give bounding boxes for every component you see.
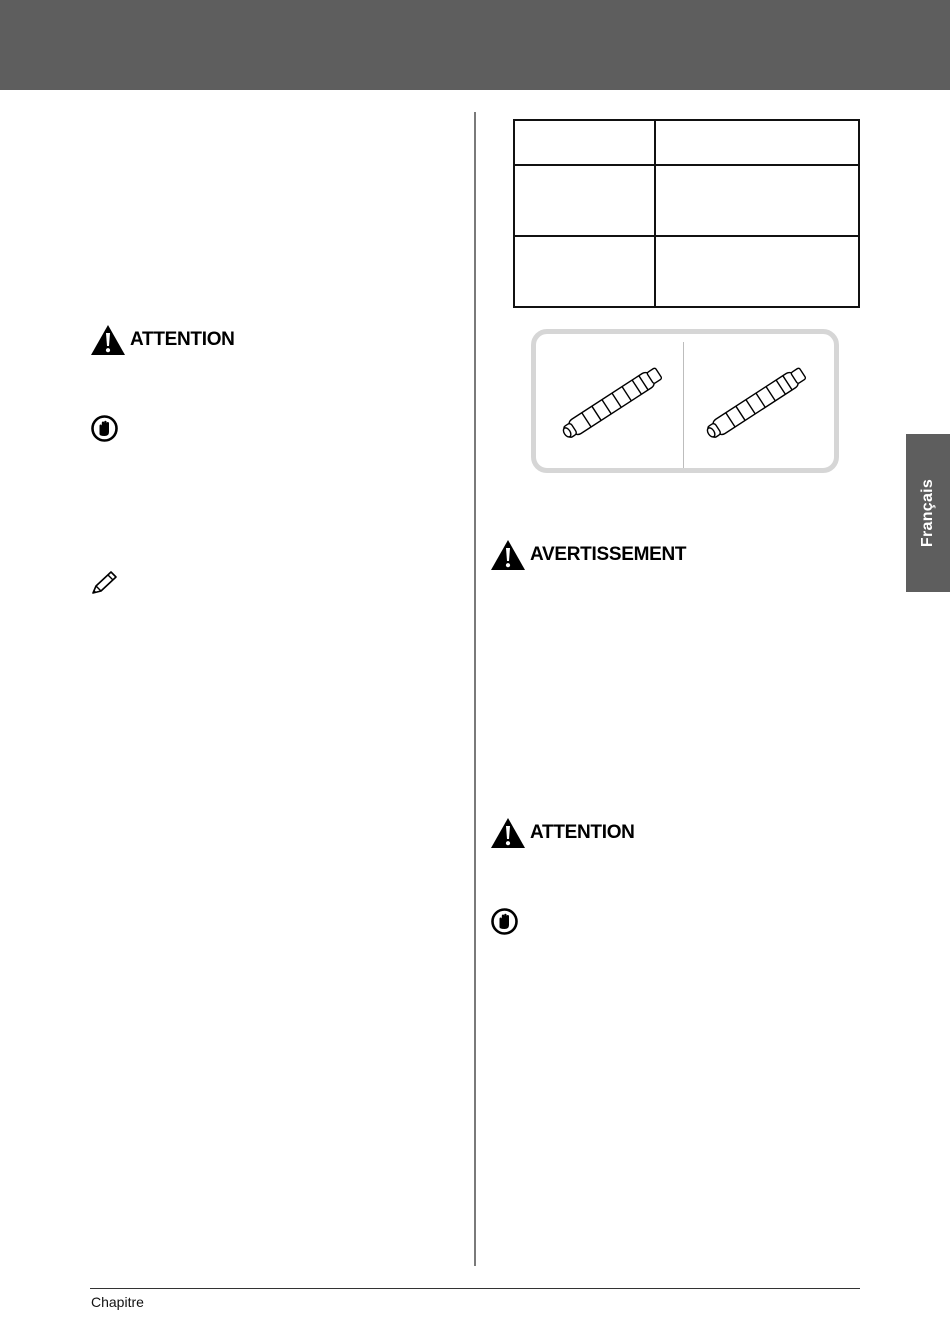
table-cell: [655, 165, 859, 236]
column-divider: [474, 112, 476, 1266]
panel-divider: [683, 342, 684, 468]
table-row: [514, 120, 859, 165]
toner-cartridge-illustration-panel: [531, 329, 839, 473]
table-row: [514, 236, 859, 307]
table-cell: [514, 165, 655, 236]
warning-triangle-icon: [490, 817, 526, 849]
page-header-bar: [0, 0, 950, 90]
table-cell: [514, 120, 655, 165]
warning-triangle-icon: [490, 539, 526, 571]
warning-triangle-icon: [90, 324, 126, 356]
table-row: [514, 165, 859, 236]
right-warning-heading: [490, 539, 686, 571]
stop-hand-icon: [491, 908, 518, 935]
table-cell: [655, 120, 859, 165]
stop-hand-icon: [91, 415, 118, 442]
right-caution-heading: [490, 817, 635, 849]
language-tab: [906, 434, 950, 592]
pencil-note-icon: [89, 569, 121, 597]
toner-cartridge-image: [697, 356, 817, 448]
toner-cartridge-image: [553, 356, 673, 448]
spec-table: [513, 119, 860, 308]
table-cell: [655, 236, 859, 307]
footer-rule: [90, 1288, 860, 1289]
table-cell: [514, 236, 655, 307]
left-caution-label: ATTENTION: [130, 329, 235, 350]
footer-chapter-label: Chapitre: [91, 1294, 144, 1310]
language-tab-label: Français: [919, 478, 936, 548]
right-caution-label: ATTENTION: [530, 822, 635, 843]
left-caution-heading: [90, 324, 235, 356]
right-warning-label: AVERTISSEMENT: [530, 544, 687, 565]
